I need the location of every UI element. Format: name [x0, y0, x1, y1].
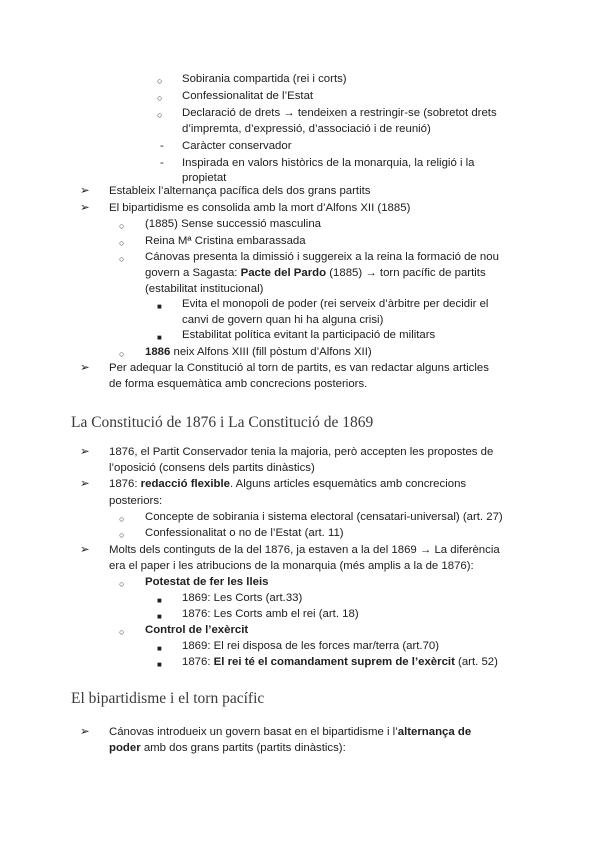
bold-text: poder — [109, 742, 141, 754]
bullet-icon: ■ — [157, 596, 162, 605]
item-text — [182, 156, 475, 170]
bullet-icon: ○ — [119, 514, 125, 524]
text-run: 1876, el Partit Conservador tenia la majoria, però accepten les propostes de — [109, 446, 494, 458]
list-item — [0, 361, 600, 376]
item-text — [109, 377, 367, 391]
text-run: d’impremta, d’expressió, d’associació i de reunió) — [182, 123, 431, 135]
text-run: El bipartidisme es consolida amb la mort d’Alfons XII (1885) — [109, 202, 411, 214]
text-run: Evita el monopoli de poder (rei serveix d’àrbitre per decidir el — [182, 298, 489, 310]
bullet-icon: ○ — [157, 110, 163, 120]
item-text — [182, 122, 431, 136]
text-run: (art. 52) — [454, 656, 498, 668]
text-run: posteriors: — [109, 495, 163, 507]
text-run: Confessionalitat o no de l’Estat (art. 11) — [145, 527, 344, 539]
list-item — [0, 297, 600, 312]
item-text — [109, 461, 315, 475]
bullet-icon: ■ — [157, 333, 162, 342]
bold-text: 1886 — [145, 346, 171, 358]
item-text — [145, 234, 306, 248]
item-text — [145, 266, 486, 280]
text-run: de forma esquemàtica amb concrecions posteriors. — [109, 378, 368, 390]
list-item — [0, 510, 600, 525]
bold-text: Pacte del Pardo — [240, 267, 327, 279]
text-run: Estableix l’alternança pacífica dels dos grans partits — [109, 185, 371, 197]
list-item — [0, 494, 600, 509]
list-item — [0, 559, 600, 574]
item-text — [145, 575, 268, 589]
item-text — [109, 201, 410, 215]
list-item — [0, 106, 600, 121]
item-text — [145, 217, 321, 231]
text-run: canvi de govern quan hi ha alguna crisi) — [182, 314, 384, 326]
list-item — [0, 234, 600, 249]
section-heading: La Constitució de 1876 i La Constitució de 1869 — [71, 414, 374, 431]
list-item — [0, 217, 600, 232]
text-run: (estabilitat institucional) — [145, 283, 264, 295]
bullet-icon: ○ — [119, 254, 125, 264]
text-run: 1876: — [109, 478, 141, 490]
item-text — [145, 526, 344, 540]
section-heading: El bipartidisme i el torn pacífic — [71, 690, 265, 707]
item-text — [145, 282, 263, 296]
list-item — [0, 526, 600, 541]
bullet-icon: ➢ — [80, 362, 90, 374]
bold-text: El rei té el comandament suprem de l’exèrcit — [213, 656, 455, 668]
list-item — [0, 345, 600, 360]
text-run: Molts dels continguts de la del 1876, ja estaven a la del 1869 → La diferència — [109, 544, 500, 556]
bullet-icon: ○ — [119, 221, 125, 231]
list-item — [0, 377, 600, 392]
bullet-icon: ○ — [119, 627, 125, 637]
item-text — [182, 171, 226, 185]
text-run: l’oposició (consens dels partits dinàstics) — [109, 462, 315, 474]
item-text — [109, 725, 471, 739]
item-text — [145, 623, 248, 637]
item-text — [109, 559, 474, 573]
item-text — [109, 445, 493, 459]
list-item — [0, 266, 600, 281]
text-run: 1876: Les Corts amb el rei (art. 18) — [182, 608, 359, 620]
list-item — [0, 461, 600, 476]
text-run: Caràcter conservador — [182, 140, 292, 152]
text-run: Reina Mª Cristina embarassada — [145, 235, 306, 247]
bullet-icon: ■ — [157, 660, 162, 669]
text-run: Concepte de sobirania i sistema electoral (censatari-universal) (art. 27) — [145, 511, 503, 523]
text-run: Per adequar la Constitució al torn de partits, es van redactar alguns articles — [109, 362, 489, 374]
bullet-icon: ○ — [119, 349, 125, 359]
text-run: amb dos grans partits (partits dinàstics): — [140, 742, 346, 754]
bullet-icon: ■ — [157, 612, 162, 621]
bullet-icon: ➢ — [80, 726, 90, 738]
list-item — [0, 122, 600, 137]
list-item — [0, 139, 600, 154]
item-text — [145, 250, 499, 264]
text-run: . Alguns articles esquemàtics amb concrecions — [229, 478, 467, 490]
list-item — [0, 623, 600, 638]
bold-text: alternança de — [397, 726, 472, 738]
list-item — [0, 725, 600, 740]
text-run: Sobirania compartida (rei i corts) — [182, 73, 347, 85]
list-item — [0, 250, 600, 265]
text-run: Declaració de drets → tendeixen a restringir-se (sobretot drets — [182, 107, 497, 119]
bold-text: Potestat de fer les lleis — [145, 576, 269, 588]
list-item — [0, 607, 600, 622]
item-text — [182, 591, 302, 605]
item-text — [109, 477, 466, 491]
item-text — [109, 741, 346, 755]
text-run: govern a Sagasta: — [145, 267, 241, 279]
bullet-icon: - — [160, 157, 164, 169]
list-item — [0, 282, 600, 297]
text-run: (1885) Sense successió masculina — [145, 218, 322, 230]
bullet-icon: - — [160, 140, 164, 152]
list-item — [0, 89, 600, 104]
item-text — [182, 139, 292, 153]
text-run: Cánovas presenta la dimissió i suggereix a la reina la formació de nou — [145, 251, 499, 263]
list-item — [0, 313, 600, 328]
list-item — [0, 445, 600, 460]
item-text — [109, 543, 500, 557]
item-text — [182, 89, 313, 103]
text-run: (1885) → torn pacífic de partits — [326, 267, 486, 279]
bullet-icon: ○ — [119, 238, 125, 248]
item-text — [145, 510, 503, 524]
text-run: propietat — [182, 172, 227, 184]
item-text — [109, 184, 371, 198]
bullet-icon: ■ — [157, 302, 162, 311]
list-item — [0, 156, 600, 171]
list-item — [0, 201, 600, 216]
text-run: era el paper i les atribucions de la monarquia (més amplis a la de 1876): — [109, 560, 474, 572]
list-item — [0, 543, 600, 558]
item-text — [182, 328, 435, 342]
bullet-icon: ■ — [157, 644, 162, 653]
text-run: Inspirada en valors històrics de la monarquia, la religió i la — [182, 157, 475, 169]
item-text — [182, 607, 359, 621]
list-item — [0, 591, 600, 606]
list-item — [0, 639, 600, 654]
bullet-icon: ➢ — [80, 185, 90, 197]
item-text — [182, 313, 383, 327]
text-run: 1876: — [182, 656, 214, 668]
list-item — [0, 575, 600, 590]
list-item — [0, 655, 600, 670]
bullet-icon: ➢ — [80, 544, 90, 556]
item-text — [182, 655, 498, 669]
bullet-icon: ○ — [157, 93, 163, 103]
text-run: Cánovas introdueix un govern basat en el bipartidisme i l’ — [109, 726, 398, 738]
text-run: neix Alfons XIII (fill pòstum d’Alfons XII) — [170, 346, 372, 358]
text-run: 1869: Les Corts (art.33) — [182, 592, 303, 604]
list-item — [0, 328, 600, 343]
bullet-icon: ➢ — [80, 478, 90, 490]
list-item — [0, 741, 600, 756]
item-text — [182, 106, 497, 120]
text-run: Estabilitat política evitant la participació de militars — [182, 329, 436, 341]
bullet-icon: ○ — [119, 579, 125, 589]
item-text — [182, 297, 488, 311]
item-text — [145, 345, 372, 359]
list-item — [0, 72, 600, 87]
bullet-icon: ➢ — [80, 202, 90, 214]
text-run: 1869: El rei disposa de les forces mar/terra (art.70) — [182, 640, 440, 652]
bullet-icon: ○ — [119, 530, 125, 540]
item-text — [182, 72, 347, 86]
bullet-icon: ○ — [157, 76, 163, 86]
bold-text: redacció flexible — [140, 478, 230, 490]
text-run: Confessionalitat de l’Estat — [182, 90, 314, 102]
bullet-icon: ➢ — [80, 446, 90, 458]
list-item — [0, 477, 600, 492]
bold-text: Control de l’exèrcit — [145, 624, 249, 636]
item-text — [109, 494, 162, 508]
item-text — [109, 361, 489, 375]
list-item — [0, 184, 600, 199]
item-text — [182, 639, 439, 653]
